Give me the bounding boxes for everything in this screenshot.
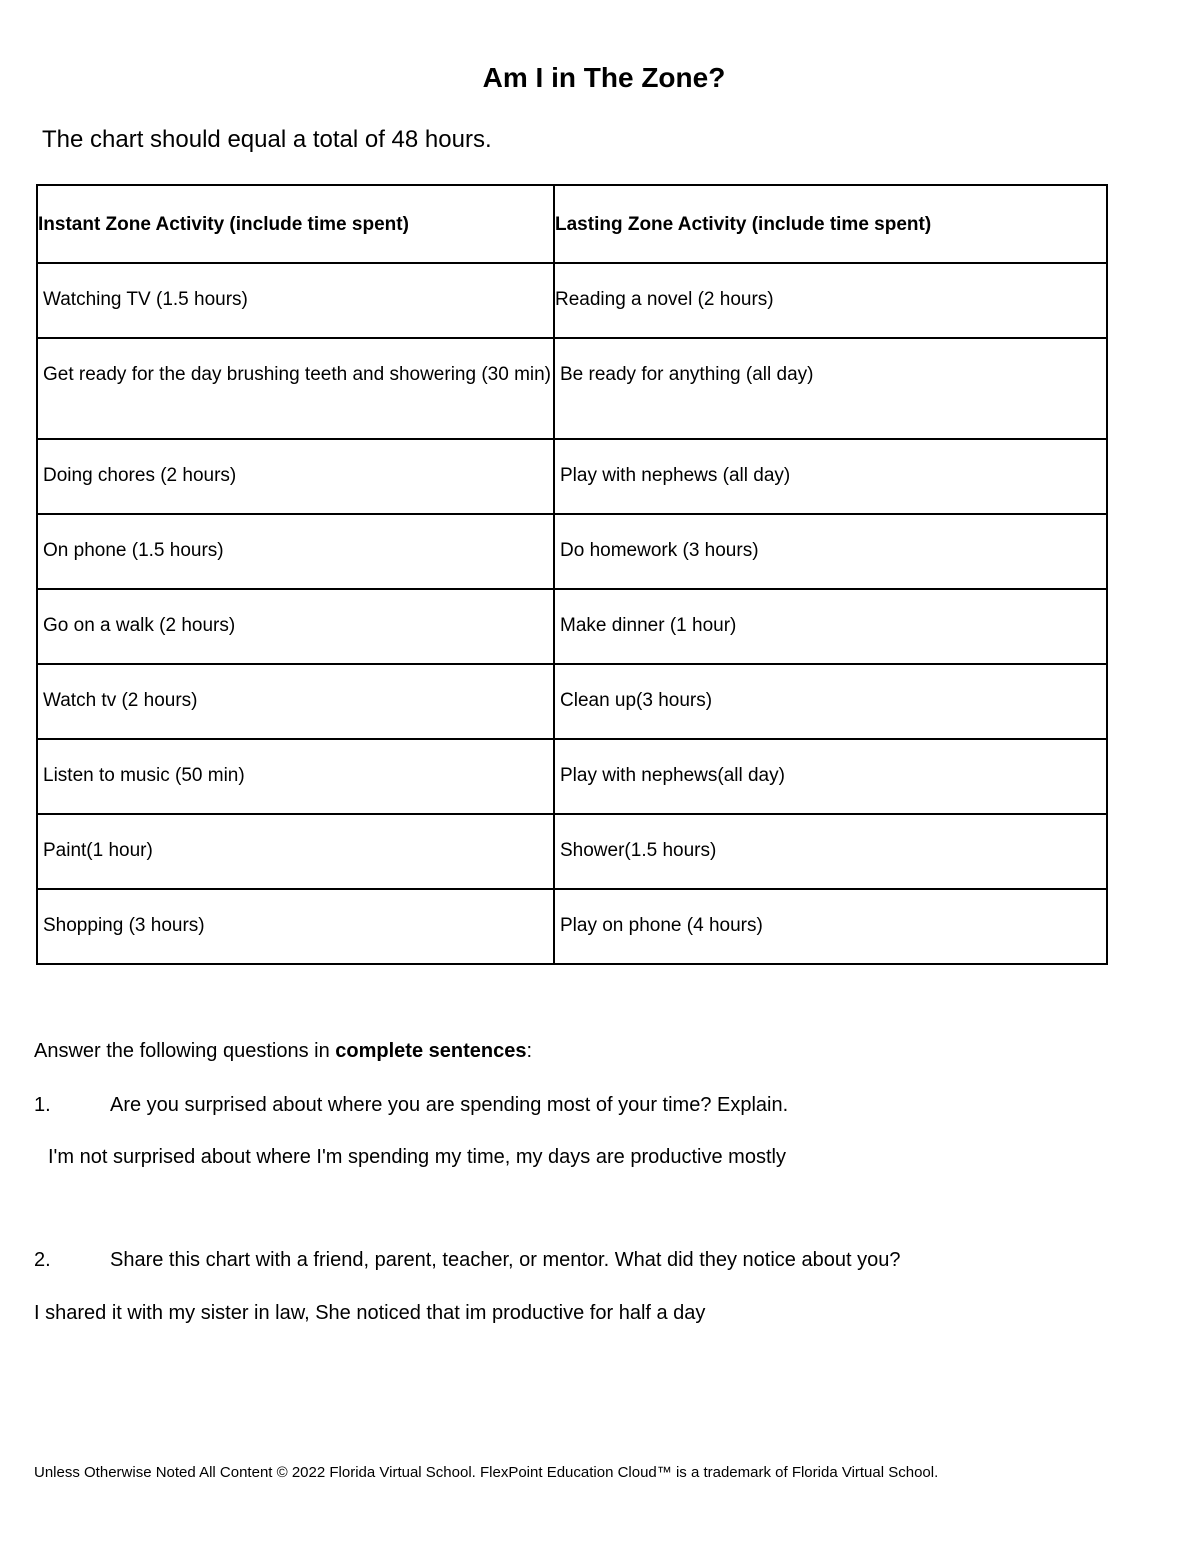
table-row [37, 739, 1107, 814]
question-number: 1. [34, 1094, 51, 1116]
table-row [37, 338, 1107, 439]
question-1 [34, 1094, 788, 1117]
lasting-zone-cell [554, 589, 1107, 664]
cell-text: Paint(1 hour) [43, 840, 153, 861]
lasting-zone-cell [554, 338, 1107, 439]
lasting-zone-cell [554, 814, 1107, 889]
cell-text: Play on phone (4 hours) [560, 915, 763, 936]
instant-zone-cell [37, 814, 554, 889]
cell-text: Reading a novel (2 hours) [555, 289, 774, 310]
cell-text: On phone (1.5 hours) [43, 540, 224, 561]
table-row [37, 889, 1107, 964]
cell-text: Watching TV (1.5 hours) [43, 289, 248, 310]
cell-text: Be ready for anything (all day) [560, 364, 814, 385]
instant-zone-cell [37, 589, 554, 664]
table-row [37, 664, 1107, 739]
answer-2: I shared it with my sister in law, She noticed that im productive for half a day [34, 1302, 706, 1324]
lasting-zone-cell [554, 739, 1107, 814]
cell-text: Go on a walk (2 hours) [43, 615, 236, 636]
cell-text: Make dinner (1 hour) [560, 615, 737, 636]
table-row [37, 589, 1107, 664]
question-text: Share this chart with a friend, parent, teacher, or mentor. What did they notice about you? [110, 1249, 901, 1271]
cell-text: Play with nephews (all day) [560, 465, 791, 486]
cell-text: Watch tv (2 hours) [43, 690, 198, 711]
lasting-zone-cell [554, 514, 1107, 589]
instant-zone-cell [37, 664, 554, 739]
cell-text: Get ready for the day brushing teeth and showering (30 min) [43, 364, 552, 385]
questions-intro [34, 1040, 532, 1063]
zone-activity-table [36, 184, 1108, 965]
instant-zone-cell [37, 263, 554, 338]
question-2 [34, 1249, 900, 1272]
page-title: Am I in The Zone? [482, 62, 726, 93]
table-header-row [37, 185, 1107, 263]
cell-text: Listen to music (50 min) [43, 765, 245, 786]
table-row [37, 439, 1107, 514]
cell-text: Doing chores (2 hours) [43, 465, 237, 486]
instant-zone-cell [37, 739, 554, 814]
lasting-zone-cell [554, 889, 1107, 964]
lasting-zone-header: Lasting Zone Activity (include time spent) [554, 185, 1107, 263]
table-row [37, 514, 1107, 589]
answer-1: I'm not surprised about where I'm spending my time, my days are productive mostly [48, 1146, 786, 1168]
lasting-zone-cell [554, 664, 1107, 739]
intro-emphasis: complete sentences [335, 1040, 527, 1062]
cell-text: Do homework (3 hours) [560, 540, 759, 561]
instant-zone-cell [37, 889, 554, 964]
page-subtitle: The chart should equal a total of 48 hours. [42, 126, 492, 153]
table-row [37, 814, 1107, 889]
lasting-zone-cell [554, 439, 1107, 514]
copyright-footer: Unless Otherwise Noted All Content © 2022 Florida Virtual School. FlexPoint Education Cloud™ is a trademark of Florida Virtual School. [34, 1464, 939, 1481]
instant-zone-cell [37, 338, 554, 439]
instant-zone-header: Instant Zone Activity (include time spent) [37, 185, 554, 263]
cell-text: Clean up(3 hours) [560, 690, 713, 711]
intro-prefix: Answer the following questions in [34, 1040, 336, 1062]
instant-zone-cell [37, 439, 554, 514]
cell-text: Play with nephews(all day) [560, 765, 785, 786]
question-number: 2. [34, 1249, 51, 1271]
cell-text: Shower(1.5 hours) [560, 840, 717, 861]
instant-zone-cell [37, 514, 554, 589]
cell-text: Shopping (3 hours) [43, 915, 205, 936]
lasting-zone-cell [554, 263, 1107, 338]
intro-suffix: : [526, 1040, 533, 1062]
table-row [37, 263, 1107, 338]
question-text: Are you surprised about where you are spending most of your time? Explain. [110, 1094, 789, 1116]
